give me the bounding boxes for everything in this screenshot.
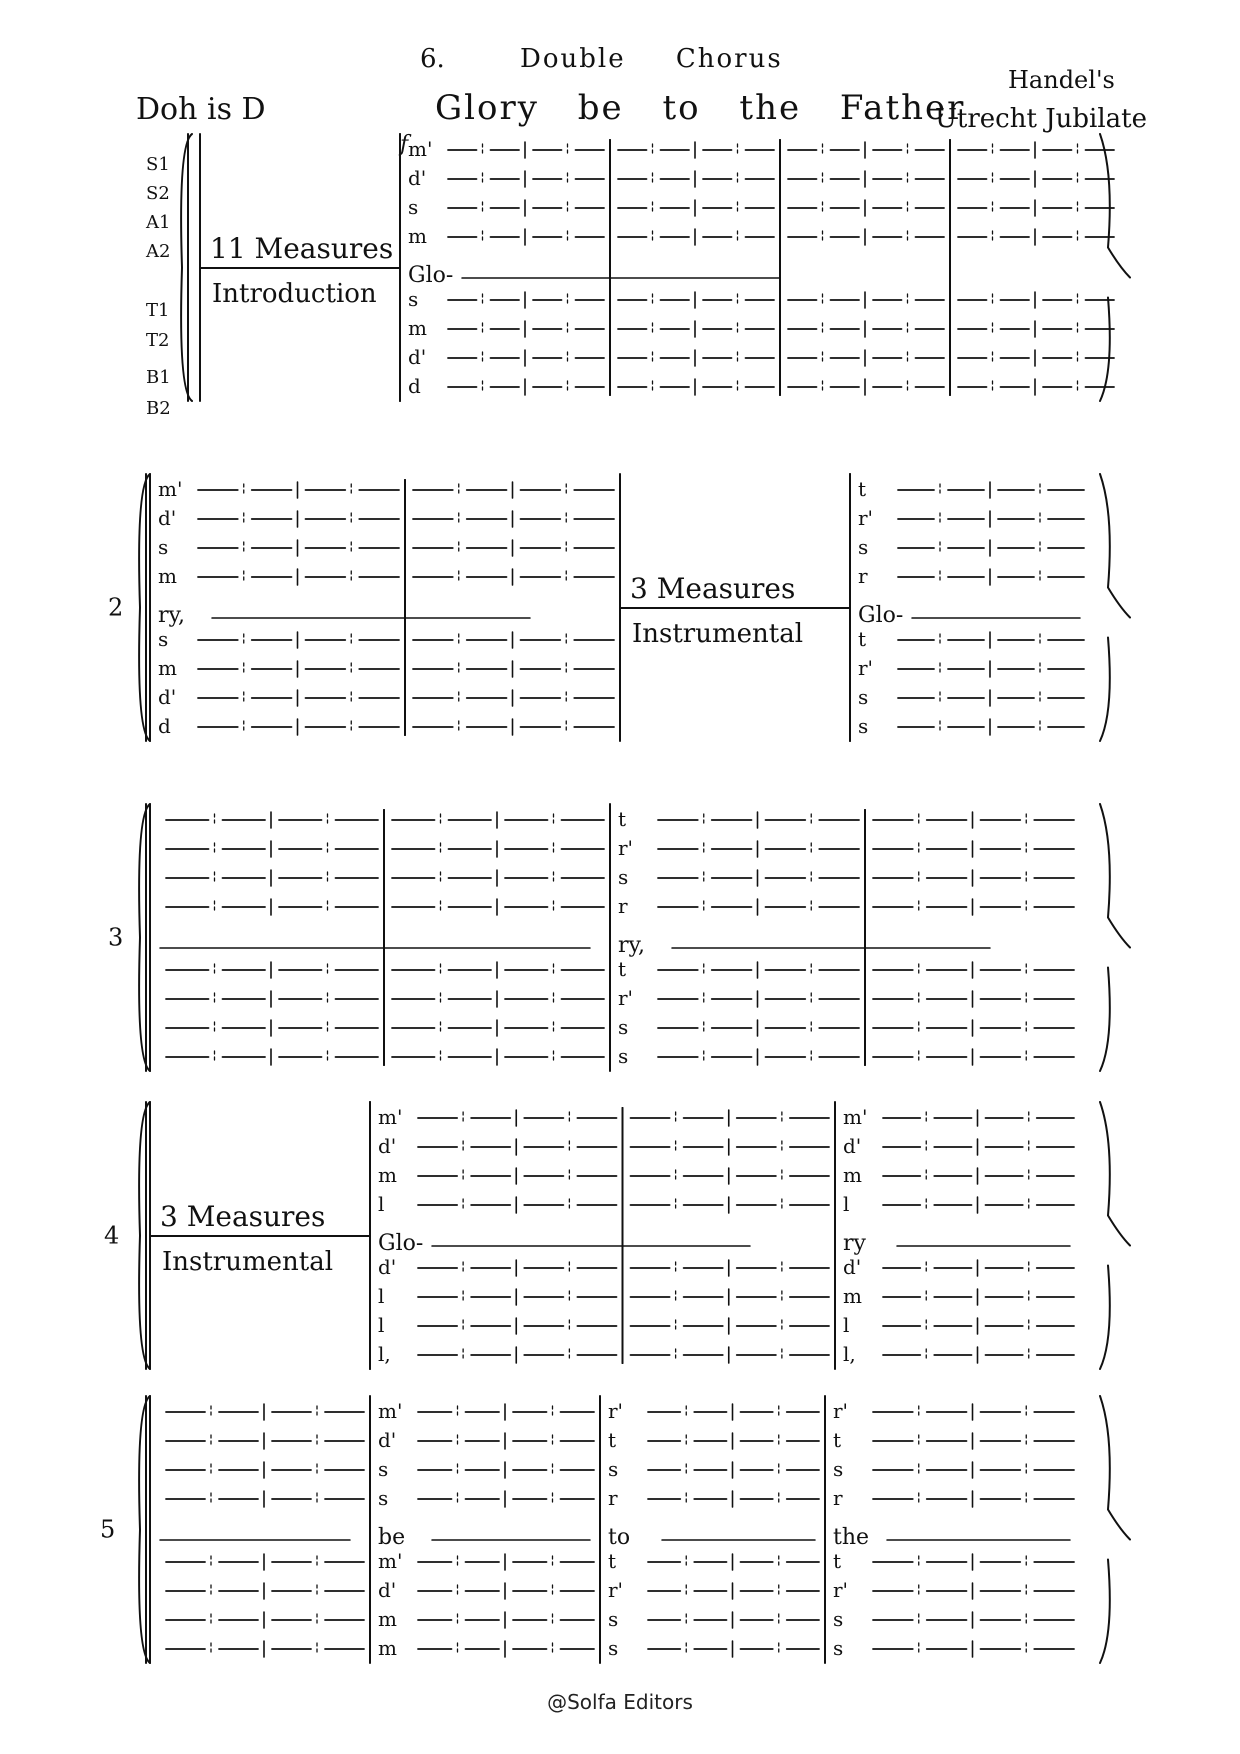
note-row-label: l (843, 1192, 850, 1216)
lyric-text: ry, (158, 603, 186, 628)
note-row-label: d' (158, 685, 177, 709)
note-row-label: m (158, 564, 177, 588)
note-row-label: s (608, 1607, 619, 1631)
note-row-label: m (843, 1163, 862, 1187)
note-row-label: d' (378, 1134, 397, 1158)
voice-label: S2 (146, 183, 170, 204)
note-row-label: l (378, 1192, 385, 1216)
note-row-label: r' (618, 836, 634, 860)
note-row-label: s (408, 195, 419, 219)
lyric-text: Glo- (408, 263, 454, 288)
lyric-text: ry (843, 1231, 866, 1256)
piece-title: Glory be to the Father (435, 88, 966, 128)
system-brace-right (1100, 804, 1130, 1071)
note-row-label: s (833, 1636, 844, 1660)
note-row-label: s (378, 1486, 389, 1510)
note-row-label: s (608, 1636, 619, 1660)
note-row-label: m (408, 316, 427, 340)
note-row-label: t (858, 477, 867, 501)
note-row-label: m' (408, 137, 433, 161)
note-row-label: l (378, 1313, 385, 1337)
piece-number: 6. (420, 44, 445, 74)
note-row-label: s (858, 714, 869, 738)
work-title: Utrecht Jubilate (935, 104, 1147, 134)
note-row-label: d' (378, 1255, 397, 1279)
note-row-label: t (618, 807, 627, 831)
system-brace (181, 134, 192, 401)
note-row-label: r (858, 564, 868, 588)
note-row-label: r' (833, 1578, 849, 1602)
note-row-label: m (378, 1163, 397, 1187)
voice-label: S1 (146, 154, 170, 175)
note-row-label: t (608, 1549, 617, 1573)
note-row-label: l (378, 1284, 385, 1308)
voice-label: B2 (146, 398, 171, 419)
note-row-label: s (858, 685, 869, 709)
note-row-label: d' (408, 166, 427, 190)
lyric-text: to (608, 1525, 631, 1550)
note-row-label: r' (608, 1578, 624, 1602)
note-row-label: d' (408, 345, 427, 369)
system-brace (139, 804, 150, 1071)
note-row-label: s (833, 1457, 844, 1481)
note-row-label: r' (833, 1399, 849, 1423)
note-row-label: r' (608, 1399, 624, 1423)
note-row-label: s (158, 627, 169, 651)
system-number: 4 (104, 1221, 120, 1250)
note-row-label: s (378, 1457, 389, 1481)
system-brace-right (1100, 1396, 1130, 1663)
lyric-text: the (833, 1525, 870, 1550)
note-row-label: r' (858, 656, 874, 680)
note-row-label: r (608, 1486, 618, 1510)
note-row-label: t (618, 957, 627, 981)
note-row-label: r' (858, 506, 874, 530)
dynamic-marking: f (400, 132, 409, 157)
lyric-text: Glo- (858, 603, 904, 628)
note-row-label: d' (843, 1134, 862, 1158)
note-row-label: t (608, 1428, 617, 1452)
note-row-label: m (158, 656, 177, 680)
note-row-label: s (833, 1607, 844, 1631)
system-brace-right (1100, 134, 1130, 401)
rest-description-label: Introduction (212, 279, 377, 309)
voice-label: A1 (146, 212, 171, 233)
rest-description-label: Instrumental (162, 1247, 334, 1277)
system-number: 5 (100, 1515, 116, 1544)
system-brace (139, 1396, 150, 1663)
note-row-label: r' (618, 986, 634, 1010)
system-number: 2 (108, 593, 124, 622)
key-signature: Doh is D (136, 92, 266, 127)
note-row-label: d' (378, 1578, 397, 1602)
note-row-label: d (408, 374, 421, 398)
note-row-label: t (858, 627, 867, 651)
footer-credit: @Solfa Editors (547, 1690, 693, 1714)
voice-label: T2 (146, 330, 170, 351)
note-row-label: l, (378, 1342, 391, 1366)
system-brace (139, 1102, 150, 1369)
note-row-label: l, (843, 1342, 856, 1366)
lyric-text: ry, (618, 933, 646, 958)
note-row-label: r (833, 1486, 843, 1510)
note-row-label: d' (158, 506, 177, 530)
note-row-label: m (843, 1284, 862, 1308)
lyric-text: Glo- (378, 1231, 424, 1256)
voice-label: A2 (146, 241, 171, 262)
note-row-label: m (408, 224, 427, 248)
note-row-label: s (858, 535, 869, 559)
piece-subtitle: Double Chorus (520, 44, 783, 74)
system-number: 3 (108, 923, 124, 952)
note-row-label: s (608, 1457, 619, 1481)
system-brace (139, 474, 150, 741)
note-row-label: d' (843, 1255, 862, 1279)
note-row-label: s (158, 535, 169, 559)
note-row-label: r (618, 894, 628, 918)
note-row-label: s (618, 865, 629, 889)
note-row-label: d' (378, 1428, 397, 1452)
note-row-label: m (378, 1607, 397, 1631)
note-row-label: l (843, 1313, 850, 1337)
voice-label: B1 (146, 367, 171, 388)
rest-measures-label: 3 Measures (630, 572, 796, 605)
note-row-label: s (618, 1015, 629, 1039)
composer: Handel's (1008, 66, 1115, 94)
note-row-label: m' (158, 477, 183, 501)
system-brace-right (1100, 1102, 1130, 1369)
rest-measures-label: 11 Measures (210, 232, 394, 265)
note-row-label: s (618, 1044, 629, 1068)
note-row-label: m (378, 1636, 397, 1660)
rest-measures-label: 3 Measures (160, 1200, 326, 1233)
voice-label: T1 (146, 300, 170, 321)
system-brace-right (1100, 474, 1130, 741)
note-row-label: m' (843, 1105, 868, 1129)
note-row-label: t (833, 1428, 842, 1452)
note-row-label: m' (378, 1549, 403, 1573)
note-row-label: s (408, 287, 419, 311)
note-row-label: m' (378, 1105, 403, 1129)
rest-description-label: Instrumental (632, 619, 804, 649)
lyric-text: be (378, 1525, 406, 1550)
note-row-label: d (158, 714, 171, 738)
note-row-label: t (833, 1549, 842, 1573)
note-row-label: m' (378, 1399, 403, 1423)
